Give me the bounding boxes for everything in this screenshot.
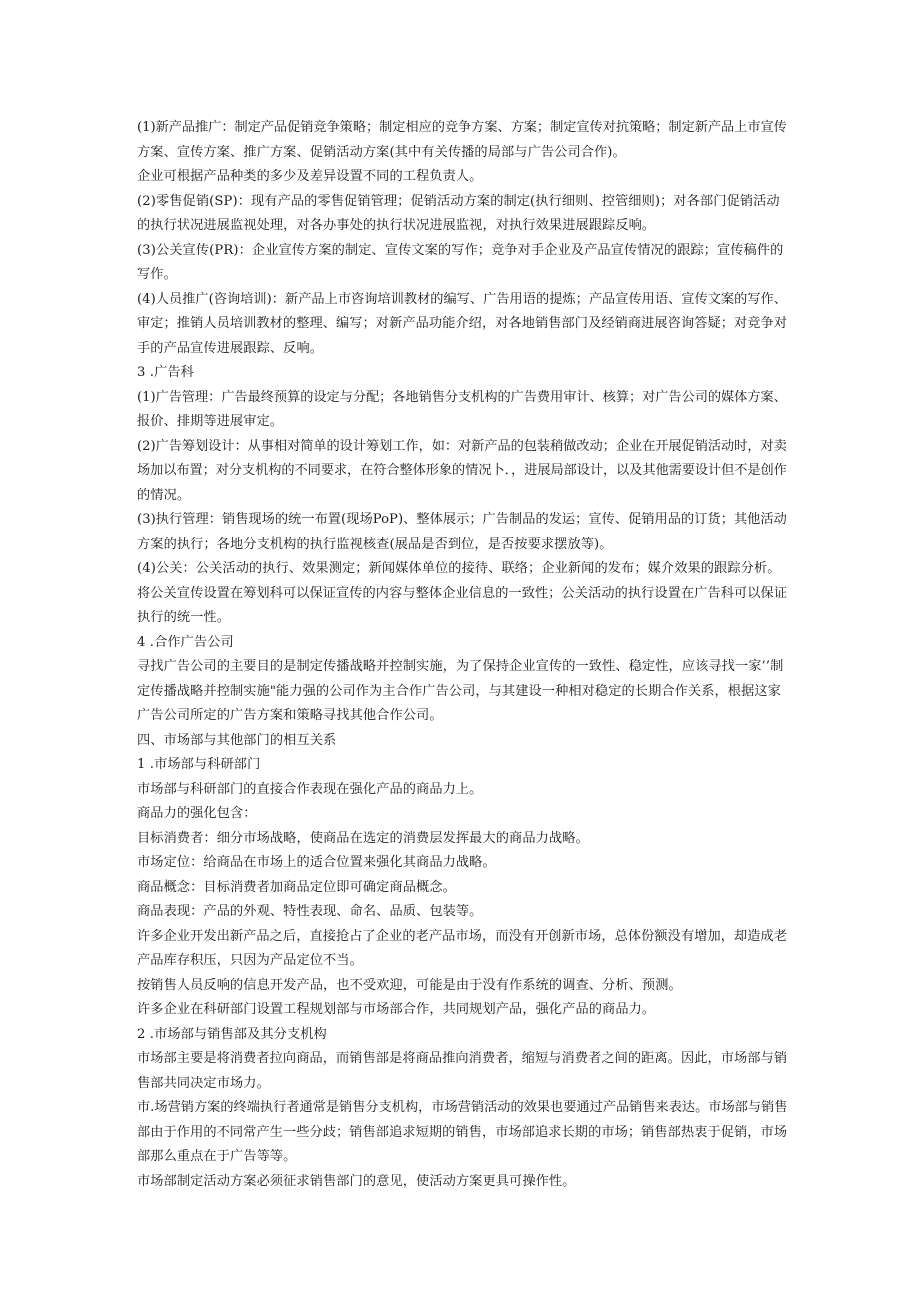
text-line: (3)公关宣传(PR)：企业宣传方案的制定、宣传文案的写作；竞争对手企业及产品宣传情况的跟踪；宣传稿件的	[137, 242, 784, 258]
text-line: 市.场营销方案的终端执行者通常是销售分支机构，市场营销活动的效果也要通过产品销售来表达。市场部与销售	[137, 1100, 787, 1115]
text-line: 部由于作用的不同常产生一些分歧；销售部追求短期的销售，市场部追求长期的市场；销售部热衷于促销，市场	[137, 1124, 787, 1140]
section-heading: 2 .市场部与销售部及其分支机构	[137, 1026, 327, 1042]
text-line: 商品表现：产品的外观、特性表现、命名、品质、包装等。	[137, 904, 483, 919]
text-line: 的执行状况进展监视处理，对各办事处的执行状况进展监视，对执行效果进展跟踪反响。	[137, 218, 656, 233]
text-line: 市场部主要是将消费者拉向商品，而销售部是将商品推向消费者，缩短与消费者之间的距离。因此，市场部与销	[137, 1051, 787, 1066]
text-line: 方案、宣传方案、推广方案、促销活动方案(其中有关传播的局部与广告公司合作)。	[137, 144, 626, 160]
text-line: 商品力的强化包含：	[137, 806, 257, 821]
text-line: 产品库存积压，只因为产品定位不当。	[137, 953, 363, 968]
text-line: 写作。	[137, 267, 177, 282]
text-line: 定传播战略并控制实施"能力强的公司作为主合作广告公司，与其建设一种相对稳定的长期合作关系，根据这家	[137, 683, 781, 699]
text-line: 目标消费者：细分市场战略，使商品在选定的消费层发挥最大的商品力战略。	[137, 830, 589, 846]
text-line: 售部共同决定市场力。	[137, 1075, 270, 1091]
text-line: 市场定位：给商品在市场上的适合位置来强化其商品力战略。	[137, 855, 496, 870]
section-heading: 3 .广告科	[137, 365, 194, 380]
text-line: (4)公关：公关活动的执行、效果测定；新闻媒体单位的接待、联络；企业新闻的发布；媒介效果的跟踪分析。	[137, 561, 781, 576]
text-line: (1)广告管理：广告最终预算的设定与分配；各地销售分支机构的广告费用审计、核算；对广告公司的媒体方案、	[137, 389, 787, 405]
text-line: 市场部制定活动方案必须征求销售部门的意见，使活动方案更具可操作性。	[137, 1173, 576, 1189]
text-line: (3)执行管理：销售现场的统一布置(现场PoP)、整体展示；广告制品的发运；宣传、促销用品的订货；其他活动	[137, 512, 787, 527]
section-heading: 4 .合作广告公司	[137, 634, 234, 650]
text-line: 报价、排期等进展审定。	[137, 414, 284, 429]
text-line: 商品概念：目标消费者加商品定位即可确定商品概念。	[137, 879, 456, 895]
text-line: 方案的执行；各地分支机构的执行监视核查(展品是否到位，是否按要求摆放等)。	[137, 536, 613, 552]
text-line: 寻找广告公司的主要目的是制定传播战略并控制实施，为了保持企业宣传的一致性、稳定性，应该寻找一家’’制	[137, 659, 784, 674]
text-line: 部那么重点在于广告等等。	[137, 1149, 297, 1164]
chapter-heading: 四、市场部与其他部门的相互关系	[137, 732, 337, 748]
text-line: (2)广告筹划设计：从事相对简单的设计筹划工作，如：对新产品的包装稍做改动；企业在开展促销活动时，对卖	[137, 438, 787, 454]
text-line: 的情况。	[137, 487, 191, 503]
text-line: 广告公司所定的广告方案和策略寻找其他合作公司。	[137, 708, 443, 723]
text-line: 企业可根据产品种类的多少及差异设置不同的工程负责人。	[137, 169, 483, 184]
text-line: (4)人员推广(咨询培训)：新产品上市咨询培训教材的编写、广告用语的提炼；产品宣传用语、宣传文案的写作、	[137, 291, 787, 307]
text-line: 按销售人员反响的信息开发产品，也不受欢迎，可能是由于没有作系统的调查、分析、预测。	[137, 977, 682, 993]
text-line: 市场部与科研部门的直接合作表现在强化产品的商品力上。	[137, 781, 483, 797]
text-line: 许多企业在科研部门设置工程规划部与市场部合作，共同规划产品，强化产品的商品力。	[137, 1002, 656, 1017]
section-heading: 1 .市场部与科研部门	[137, 757, 261, 772]
text-line: (1)新产品推广：制定产品促销竞争策略；制定相应的竞争方案、方案；制定宣传对抗策略；制定新产品上市宣传	[137, 120, 787, 135]
text-line: (2)零售促销(SP)：现有产品的零售促销管理；促销活动方案的制定(执行细则、控管细则)；对各部门促销活动	[137, 193, 780, 209]
text-line: 场加以布置；对分支机构的不同要求，在符合整体形象的情况卜．，进展局部设计，以及其他需要设计但不是创作	[137, 463, 787, 478]
text-line: 将公关宣传设置在筹划科可以保证宣传的内容与整体企业信息的一致性；公关活动的执行设置在广告科可以保证	[137, 585, 787, 601]
text-line: 执行的统一性。	[137, 610, 231, 625]
text-line: 手的产品宣传进展跟踪、反响。	[137, 340, 324, 356]
text-line: 审定；推销人员培训教材的整理、编写；对新产品功能介绍，对各地销售部门及经销商进展咨询答疑；对竞争对	[137, 316, 787, 331]
document-body	[137, 116, 787, 1194]
text-line: 许多企业开发出新产品之后，直接抢占了企业的老产品市场，而没有开创新市场，总体份额没有增加，却造成老	[137, 928, 787, 944]
